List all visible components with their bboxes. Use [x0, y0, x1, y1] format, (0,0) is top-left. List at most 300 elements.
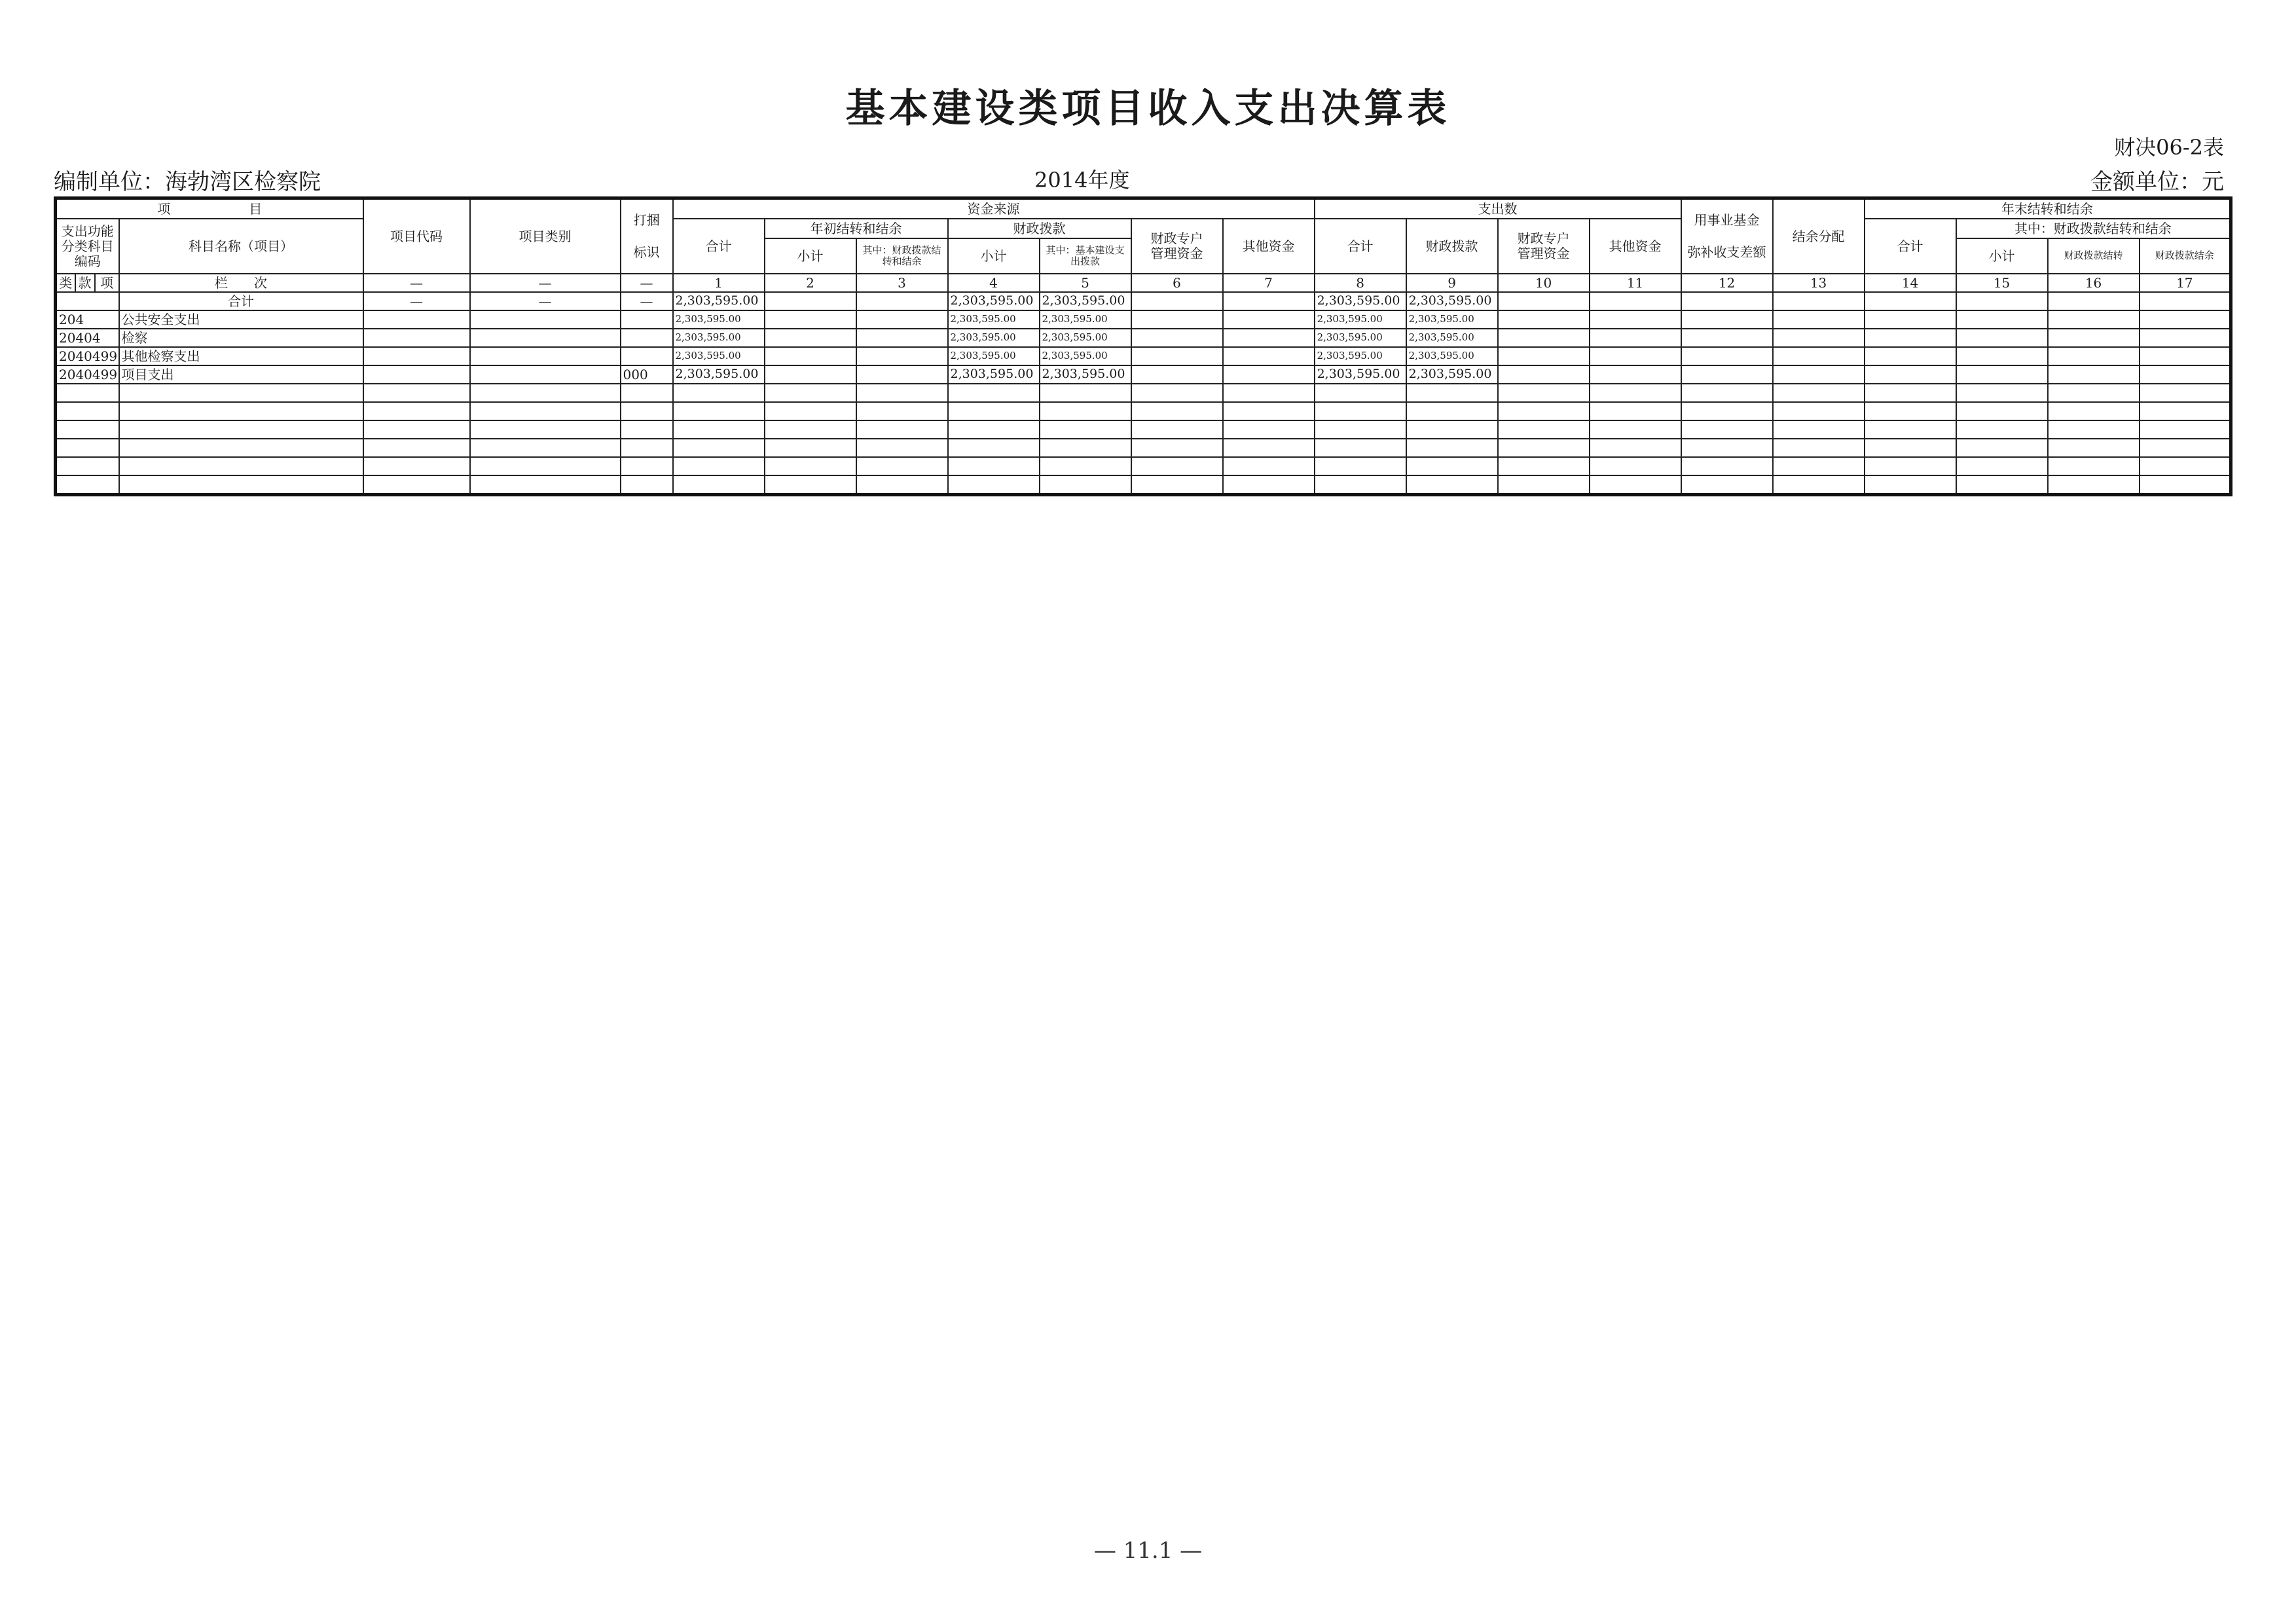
cell [2048, 475, 2140, 495]
cell [1773, 365, 1865, 384]
cell [1590, 365, 1681, 384]
cell [948, 402, 1040, 420]
cell [1865, 384, 1956, 402]
cell [363, 475, 470, 495]
cell [1223, 329, 1315, 347]
row-v4: 2,303,595.00 [948, 347, 1040, 365]
header-fund [1681, 198, 1773, 274]
cell [1590, 457, 1681, 475]
cell [1406, 457, 1498, 475]
cell [621, 475, 673, 495]
cell [1865, 420, 1956, 439]
table-row [56, 329, 2231, 347]
cell [470, 420, 621, 439]
cell [1773, 475, 1865, 495]
cell [1865, 310, 1956, 329]
cell [1681, 292, 1773, 310]
cell [1590, 347, 1681, 365]
dash-cell: — [363, 274, 470, 292]
cell [2048, 420, 2140, 439]
cell [1865, 365, 1956, 384]
cell [856, 347, 948, 365]
cell [2140, 310, 2231, 329]
header-source-total: 合计 [673, 219, 765, 274]
cell [119, 475, 363, 495]
header-exp-special [1498, 219, 1590, 274]
cell [1773, 347, 1865, 365]
cell [948, 384, 1040, 402]
fiscal-year: 2014年度 [1034, 168, 1130, 193]
cell [673, 384, 765, 402]
header-fund-b: 弥补收支差额 [1687, 244, 1766, 260]
col-num: 13 [1773, 274, 1865, 292]
col-num: 2 [765, 274, 856, 292]
cell [765, 475, 856, 495]
col-num: 1 [673, 274, 765, 292]
row-v4: 2,303,595.00 [948, 310, 1040, 329]
cell [2048, 347, 2140, 365]
row-code [56, 292, 119, 310]
header-end-fiscal-carry: 财政拨款结转 [2048, 238, 2140, 274]
cell [1590, 384, 1681, 402]
row-project-type [470, 310, 621, 329]
row-v5: 2,303,595.00 [1040, 347, 1131, 365]
row-v9: 2,303,595.00 [1406, 292, 1498, 310]
cell [1406, 475, 1498, 495]
row-project-type [470, 329, 621, 347]
cell [1131, 310, 1223, 329]
empty-row [56, 402, 2231, 420]
cell [56, 439, 119, 457]
header-xiang: 项 [95, 274, 119, 292]
cell [2140, 475, 2231, 495]
header-special [1131, 219, 1223, 274]
row-name: 公共安全支出 [119, 310, 363, 329]
row-project-type [470, 347, 621, 365]
cell [363, 457, 470, 475]
cell [1590, 475, 1681, 495]
page-title: 基本建设类项目收入支出决算表 [845, 86, 1451, 132]
row-bundle-flag: — [621, 292, 673, 310]
header-expense: 支出数 [1315, 198, 1681, 219]
header-begin-balance: 年初结转和结余 [765, 219, 948, 238]
cell [1773, 384, 1865, 402]
col-num: 10 [1498, 274, 1590, 292]
cell [1131, 347, 1223, 365]
empty-rows [56, 384, 2231, 495]
cell [856, 439, 948, 457]
cell [856, 310, 948, 329]
table-body [56, 292, 2231, 384]
currency-unit: 金额单位：元 [2090, 169, 2224, 195]
row-project-code [363, 365, 470, 384]
header-bundle-flag [621, 198, 673, 274]
header-fiscal-subtotal: 小计 [948, 238, 1040, 274]
table-row [56, 292, 2231, 310]
cell [56, 475, 119, 495]
cell [673, 439, 765, 457]
cell [673, 420, 765, 439]
header-exp-fiscal: 财政拨款 [1406, 219, 1498, 274]
cell [948, 475, 1040, 495]
cell [1956, 439, 2048, 457]
col-num: 12 [1681, 274, 1773, 292]
form-number: 财决06-2表 [2114, 135, 2224, 160]
row-v5: 2,303,595.00 [1040, 329, 1131, 347]
cell [1865, 475, 1956, 495]
cell [1223, 475, 1315, 495]
header-special-b: 管理资金 [1150, 246, 1203, 261]
row-v4: 2,303,595.00 [948, 365, 1040, 384]
cell [948, 420, 1040, 439]
cell [2140, 402, 2231, 420]
header-end-of: 其中：财政拨款结转和结余 [1956, 219, 2231, 238]
cell [363, 402, 470, 420]
cell [2140, 457, 2231, 475]
header-fiscal-construction: 其中：基本建设支出拨款 [1040, 238, 1131, 274]
cell [470, 457, 621, 475]
cell [1498, 384, 1590, 402]
cell [621, 420, 673, 439]
cell [1956, 402, 2048, 420]
cell [470, 384, 621, 402]
row-v9: 2,303,595.00 [1406, 329, 1498, 347]
col-num: 5 [1040, 274, 1131, 292]
cell [2140, 292, 2231, 310]
cell [1406, 384, 1498, 402]
row-v9: 2,303,595.00 [1406, 347, 1498, 365]
cell [1865, 347, 1956, 365]
table-row [56, 347, 2231, 365]
cell [1040, 402, 1131, 420]
cell [1681, 310, 1773, 329]
cell [765, 439, 856, 457]
cell [856, 402, 948, 420]
cell [1865, 292, 1956, 310]
col-num: 7 [1223, 274, 1315, 292]
row-v8: 2,303,595.00 [1315, 292, 1406, 310]
header-distribution: 结余分配 [1773, 198, 1865, 274]
cell [1131, 439, 1223, 457]
dash-cell: — [621, 274, 673, 292]
row-code: 204 [56, 310, 119, 329]
cell [621, 384, 673, 402]
cell [1131, 402, 1223, 420]
table-row [56, 310, 2231, 329]
cell [470, 402, 621, 420]
cell [1223, 347, 1315, 365]
cell [1773, 310, 1865, 329]
cell [765, 329, 856, 347]
row-project-type [470, 365, 621, 384]
col-num: 17 [2140, 274, 2231, 292]
cell [673, 475, 765, 495]
cell [1956, 329, 2048, 347]
cell [1590, 420, 1681, 439]
cell [1681, 347, 1773, 365]
header-lanci: 栏 次 [119, 274, 363, 292]
cell [1773, 457, 1865, 475]
cell [1773, 420, 1865, 439]
cell [2048, 384, 2140, 402]
cell [856, 475, 948, 495]
row-v8: 2,303,595.00 [1315, 310, 1406, 329]
cell [56, 384, 119, 402]
header-kuan: 款 [75, 274, 95, 292]
cell [1498, 439, 1590, 457]
cell [856, 384, 948, 402]
header-other: 其他资金 [1223, 219, 1315, 274]
row-name: 合计 [119, 292, 363, 310]
cell [1223, 402, 1315, 420]
cell [1223, 310, 1315, 329]
row-project-code [363, 310, 470, 329]
row-v1: 2,303,595.00 [673, 310, 765, 329]
cell [1681, 420, 1773, 439]
cell [948, 439, 1040, 457]
cell [1315, 475, 1406, 495]
row-v4: 2,303,595.00 [948, 292, 1040, 310]
table-header [56, 198, 2231, 293]
header-project-code: 项目代码 [363, 198, 470, 274]
cell [56, 402, 119, 420]
header-special-a: 财政专户 [1150, 231, 1203, 246]
cell [1681, 402, 1773, 420]
cell [1223, 457, 1315, 475]
cell [1131, 365, 1223, 384]
row-v5: 2,303,595.00 [1040, 292, 1131, 310]
col-num: 16 [2048, 274, 2140, 292]
cell [1223, 384, 1315, 402]
cell [1498, 420, 1590, 439]
row-v4: 2,303,595.00 [948, 329, 1040, 347]
cell [765, 384, 856, 402]
cell [765, 420, 856, 439]
col-num: 14 [1865, 274, 1956, 292]
cell [856, 365, 948, 384]
empty-row [56, 475, 2231, 495]
cell [1040, 457, 1131, 475]
cell [2140, 420, 2231, 439]
cell [1406, 439, 1498, 457]
row-project-code [363, 347, 470, 365]
cell [363, 420, 470, 439]
cell [2140, 365, 2231, 384]
cell [119, 384, 363, 402]
col-num: 15 [1956, 274, 2048, 292]
cell [119, 402, 363, 420]
cell [1315, 402, 1406, 420]
cell [363, 439, 470, 457]
cell [1406, 420, 1498, 439]
cell [470, 475, 621, 495]
cell [1223, 292, 1315, 310]
cell [1131, 420, 1223, 439]
cell [1590, 329, 1681, 347]
cell [2140, 439, 2231, 457]
cell [1590, 310, 1681, 329]
row-v5: 2,303,595.00 [1040, 365, 1131, 384]
cell [1681, 475, 1773, 495]
cell [1956, 420, 2048, 439]
header-lei: 类 [56, 274, 75, 292]
col-num: 4 [948, 274, 1040, 292]
header-begin-subtotal: 小计 [765, 238, 856, 274]
empty-row [56, 439, 2231, 457]
cell [1223, 365, 1315, 384]
cell [1865, 457, 1956, 475]
cell [765, 457, 856, 475]
col-num: 8 [1315, 274, 1406, 292]
cell [1956, 310, 2048, 329]
header-func-code: 支出功能分类科目编码 [56, 219, 119, 274]
row-name: 其他检察支出 [119, 347, 363, 365]
cell [2140, 384, 2231, 402]
header-exp-other: 其他资金 [1590, 219, 1681, 274]
header-project-type: 项目类别 [470, 198, 621, 274]
cell [856, 329, 948, 347]
header-fiscal: 财政拨款 [948, 219, 1131, 238]
row-code: 20404 [56, 329, 119, 347]
cell [1956, 384, 2048, 402]
cell [765, 402, 856, 420]
col-num: 9 [1406, 274, 1498, 292]
cell [1131, 329, 1223, 347]
cell [1040, 475, 1131, 495]
col-num: 3 [856, 274, 948, 292]
cell [1956, 457, 2048, 475]
header-fund-a: 用事业基金 [1694, 212, 1760, 228]
row-v1: 2,303,595.00 [673, 347, 765, 365]
row-project-code [363, 329, 470, 347]
cell [56, 420, 119, 439]
cell [1498, 402, 1590, 420]
cell [1131, 457, 1223, 475]
final-accounts-table [54, 196, 2232, 496]
cell [1681, 384, 1773, 402]
cell [1498, 457, 1590, 475]
cell [119, 420, 363, 439]
empty-row [56, 420, 2231, 439]
cell [1590, 402, 1681, 420]
cell [1498, 475, 1590, 495]
header-exp-special-a: 财政专户 [1517, 231, 1570, 246]
row-project-code: — [363, 292, 470, 310]
cell [1406, 402, 1498, 420]
row-v8: 2,303,595.00 [1315, 347, 1406, 365]
empty-row [56, 457, 2231, 475]
header-end-balance: 年末结转和结余 [1865, 198, 2231, 219]
cell [2140, 347, 2231, 365]
row-name: 检察 [119, 329, 363, 347]
cell [1590, 292, 1681, 310]
cell [1040, 439, 1131, 457]
cell [1956, 365, 2048, 384]
row-name: 项目支出 [119, 365, 363, 384]
header-item: 项 目 [56, 198, 363, 219]
cell [1681, 457, 1773, 475]
header-end-subtotal: 小计 [1956, 238, 2048, 274]
cell [1590, 439, 1681, 457]
cell [765, 310, 856, 329]
cell [2048, 402, 2140, 420]
cell [765, 292, 856, 310]
cell [673, 457, 765, 475]
cell [363, 384, 470, 402]
cell [2048, 457, 2140, 475]
row-project-type: — [470, 292, 621, 310]
cell [1681, 439, 1773, 457]
cell [1315, 420, 1406, 439]
cell [470, 439, 621, 457]
row-code: 2040499 [56, 365, 119, 384]
cell [856, 457, 948, 475]
cell [1773, 329, 1865, 347]
cell [1956, 475, 2048, 495]
cell [621, 439, 673, 457]
cell [2048, 439, 2140, 457]
cell [1498, 365, 1590, 384]
dash-cell: — [470, 274, 621, 292]
row-v1: 2,303,595.00 [673, 365, 765, 384]
cell [1773, 439, 1865, 457]
row-v1: 2,303,595.00 [673, 329, 765, 347]
header-bundle-a: 打捆 [633, 212, 660, 228]
cell [1865, 329, 1956, 347]
row-bundle-flag [621, 310, 673, 329]
col-num: 6 [1131, 274, 1223, 292]
row-v8: 2,303,595.00 [1315, 365, 1406, 384]
cell [119, 439, 363, 457]
empty-row [56, 384, 2231, 402]
cell [1315, 384, 1406, 402]
cell [2140, 329, 2231, 347]
page-number: — 11.1 — [1093, 1538, 1203, 1564]
header-name: 科目名称（项目） [119, 219, 363, 274]
compiling-unit: 编制单位：海勃湾区检察院 [54, 169, 321, 195]
cell [1315, 457, 1406, 475]
cell [765, 347, 856, 365]
cell [1223, 439, 1315, 457]
cell [2048, 310, 2140, 329]
cell [1223, 420, 1315, 439]
cell [1498, 292, 1590, 310]
header-end-total: 合计 [1865, 219, 1956, 274]
cell [1315, 439, 1406, 457]
row-v9: 2,303,595.00 [1406, 310, 1498, 329]
cell [1865, 439, 1956, 457]
row-v8: 2,303,595.00 [1315, 329, 1406, 347]
header-bundle-b: 标识 [633, 244, 660, 260]
row-code: 2040499 [56, 347, 119, 365]
cell [673, 402, 765, 420]
cell [1131, 475, 1223, 495]
row-bundle-flag [621, 329, 673, 347]
header-exp-total: 合计 [1315, 219, 1406, 274]
cell [2048, 365, 2140, 384]
cell [856, 420, 948, 439]
header-begin-fiscal-balance: 其中：财政拨款结转和结余 [856, 238, 948, 274]
cell [1498, 347, 1590, 365]
header-source: 资金来源 [673, 198, 1315, 219]
cell [1681, 329, 1773, 347]
cell [2048, 292, 2140, 310]
table-row [56, 365, 2231, 384]
cell [119, 457, 363, 475]
cell [1498, 310, 1590, 329]
header-exp-special-b: 管理资金 [1517, 246, 1570, 261]
cell [1956, 347, 2048, 365]
